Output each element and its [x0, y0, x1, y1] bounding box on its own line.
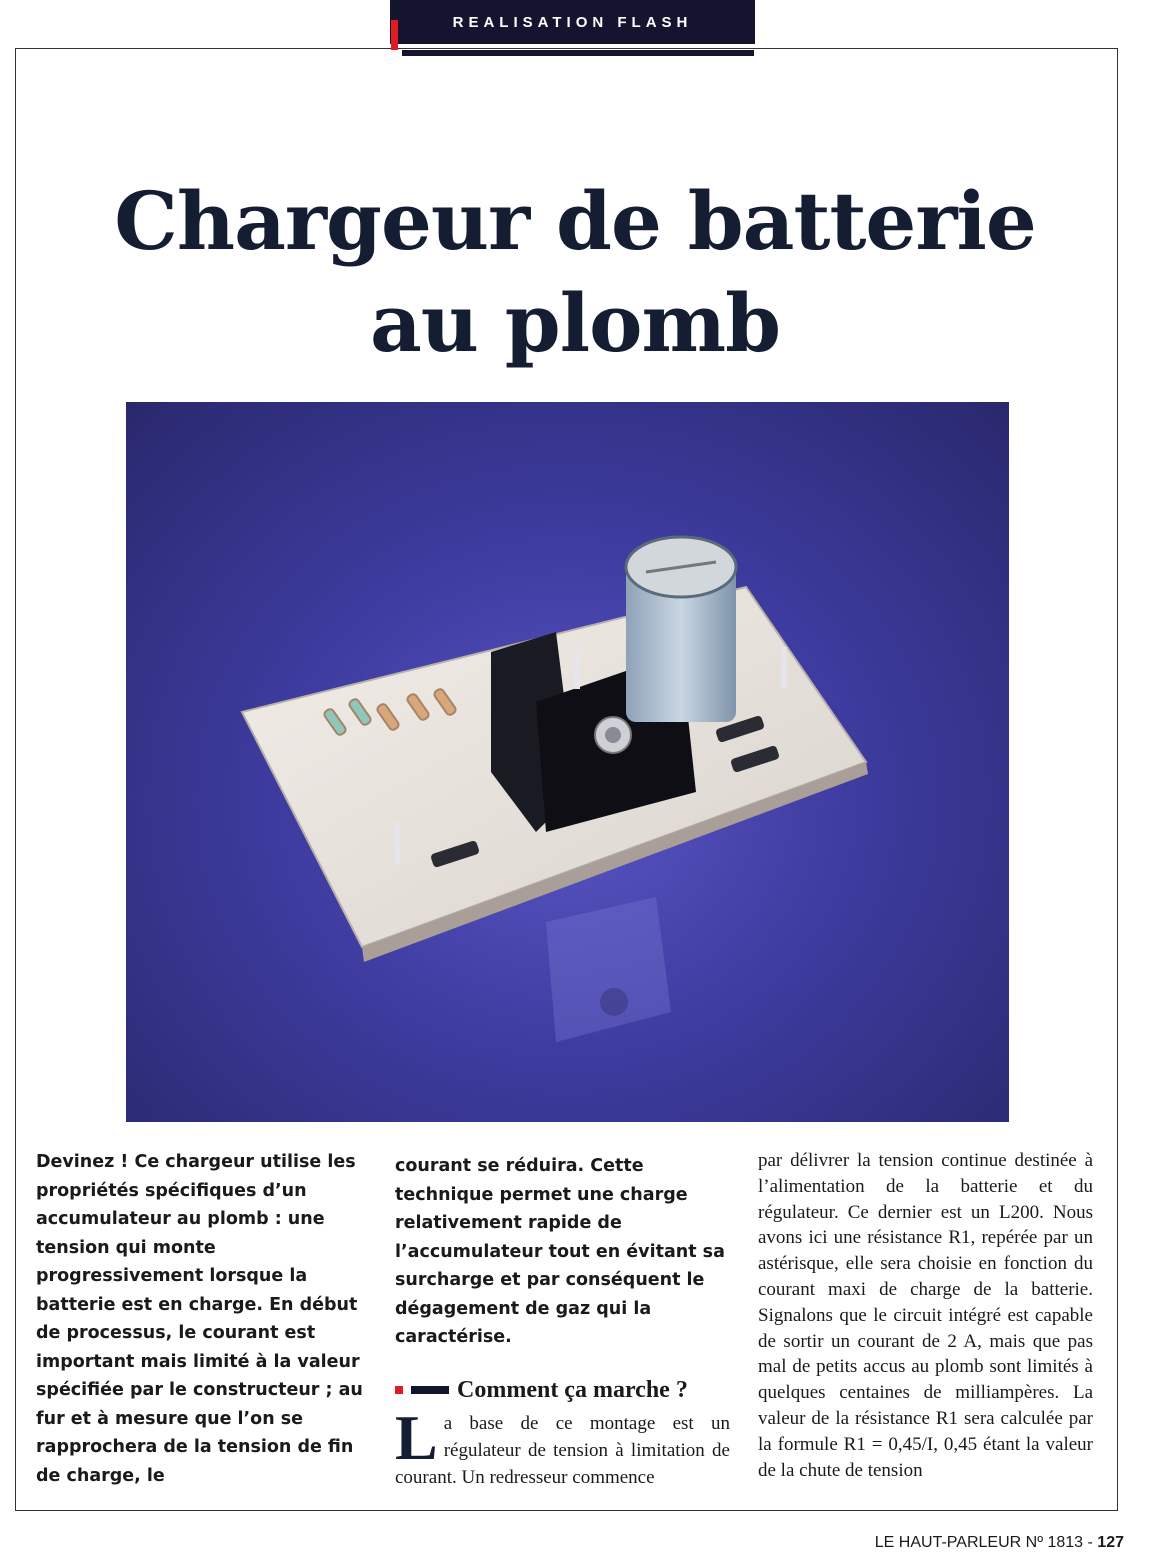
header-red-accent: [391, 20, 398, 50]
publication-name: LE HAUT-PARLEUR Nº 1813 -: [874, 1534, 1098, 1551]
title-line-1: Chargeur de batterie: [114, 174, 1036, 268]
page-number: 127: [1097, 1534, 1124, 1551]
circuit-board-illustration: [126, 402, 1009, 1122]
section-label: REALISATION FLASH: [390, 0, 755, 44]
intro-column-2: courant se réduira. Cette technique permet une charge relativement rapide de l’accumulateur tout en évitant sa surcharge et par conséquent le dégagement de gaz qui la caractérise.: [395, 1156, 725, 1347]
title-line-2: au plomb: [369, 276, 781, 370]
intro-column-1: Devinez ! Ce chargeur utilise les propriétés spécifiques d’un accumulateur au plomb : une tension qui monte progressivement lorsque la batterie est en charge. En début de processus, le courant est important mais limité à la valeur spécifiée par le constructeur ; au fur et à mesure que l’on se rapprochera de la tension de fin de charge, le: [36, 1152, 363, 1486]
section-heading-text: Comment ça marche ?: [457, 1376, 688, 1403]
header-underline: [402, 50, 754, 56]
heading-red-square: [395, 1386, 403, 1394]
body-column-3: par délivrer la tension continue destinée à l’alimentation de la batterie et du régulateur. Ce dernier est un L200. Nous avons ici une résistance R1, repérée par un astérisque, elle sera choisie en fonction du courant maxi de charge de la batterie. Signalons que le circuit intégré est capable de sortir un courant de 2 A, mais que pas mal de petits accus au plomb sont limités à quelques centaines de milliampères. La valeur de la résistance R1 sera calculée par la formule R1 = 0,45/I, 0,45 étant la valeur de la chute de tension: [758, 1150, 1093, 1481]
article-title: [60, 170, 1090, 374]
heading-bar: [411, 1386, 449, 1394]
circuit-board-photo: [126, 402, 1009, 1122]
section-body-text: a base de ce montage est un régulateur de tension à limitation de courant. Un redresseur commence: [395, 1413, 730, 1488]
section-body-start: [395, 1402, 730, 1491]
page-footer: [875, 1534, 1124, 1552]
drop-cap: L: [395, 1402, 438, 1473]
section-heading: [395, 1374, 735, 1406]
